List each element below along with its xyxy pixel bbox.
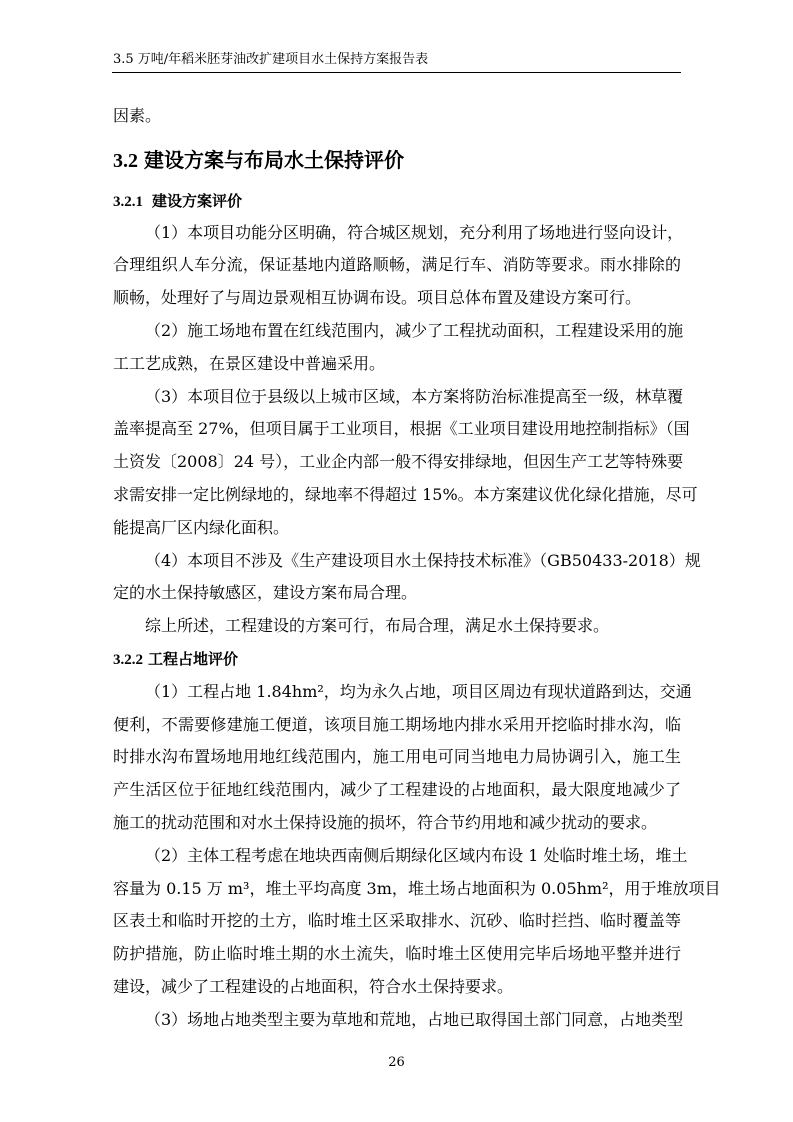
paragraph-line: 盖率提高至 27%，但项目属于工业项目，根据《工业项目建设用地控制指标》（国 [113, 419, 690, 439]
section-heading [113, 145, 404, 176]
subsection-number: 3.2.1 [113, 194, 143, 210]
paragraph [113, 545, 701, 611]
paragraph [113, 840, 721, 1004]
subsection-title: 工程占地评价 [148, 649, 239, 668]
paragraph-line: （1）工程占地 1.84hm²，均为永久占地，项目区周边有现状道路到达，交通 [145, 681, 692, 701]
section-title: 建设方案与布局水土保持评价 [144, 148, 404, 172]
section-number: 3.2 [113, 150, 138, 172]
paragraph-line: （4）本项目不涉及《生产建设项目水土保持技术标准》（GB50433-2018）规 [145, 550, 701, 570]
subsection-number: 3.2.2 [113, 651, 143, 668]
paragraph-line: 土资发〔2008〕24 号），工业企内部一般不得安排绿地，但因生产工艺等特殊要 [113, 452, 684, 472]
subsection-heading [113, 643, 681, 676]
carryover-text: 因素。 [113, 106, 162, 125]
paragraph-line: 能提高厂区内绿化面积。 [113, 517, 290, 537]
paragraph-line: 建设，减少了工程建设的占地面积，符合水土保持要求。 [113, 976, 514, 996]
header-rule [112, 72, 681, 73]
paragraph [113, 676, 692, 840]
subsection-title: 建设方案评价 [152, 192, 243, 210]
paragraph-line: （2）主体工程考虑在地块西南侧后期绿化区域内布设 1 处临时堆土场，堆土 [145, 845, 688, 865]
paragraph-line: （3）场地占地类型主要为草地和荒地，占地已取得国土部门同意，占地类型 [145, 1009, 684, 1029]
paragraph-line: 容量为 0.15 万 m³，堆土平均高度 3m，堆土场占地面积为 0.05hm²，用于堆放项目 [113, 878, 721, 898]
paragraph-line: 合理组织人车分流，保证基地内道路顺畅，满足行车、消防等要求。雨水排除的 [113, 255, 681, 275]
paragraph [113, 217, 684, 315]
paragraph [113, 315, 684, 381]
paragraph-line: 定的水土保持敏感区，建设方案布局合理。 [113, 583, 418, 603]
paragraph-line: 便利，不需要修建施工便道，该项目施工期场地内排水采用开挖临时排水沟，临 [113, 714, 681, 734]
paragraph-line: 区表土和临时开挖的土方，临时堆土区采取排水、沉砂、临时拦挡、临时覆盖等 [113, 911, 681, 931]
paragraph-line: 产生活区位于征地红线范围内，减少了工程建设的占地面积，最大限度地减少了 [113, 780, 681, 800]
page-number: 26 [388, 1055, 405, 1070]
paragraph [113, 610, 681, 643]
paragraph-line: 综上所述，工程建设的方案可行，布局合理，满足水土保持要求。 [145, 616, 610, 636]
paragraph-line: 顺畅，处理好了与周边景观相互协调布设。项目总体布置及建设方案可行。 [113, 288, 642, 308]
paragraph [113, 381, 698, 545]
paragraph-line: （1）本项目功能分区明确，符合城区规划，充分利用了场地进行竖向设计， [145, 222, 684, 242]
paragraph-line: 时排水沟布置场地用地红线范围内，施工用电可同当地电力局协调引入，施工生 [113, 747, 681, 767]
paragraph-line: 施工的扰动范围和对水土保持设施的损坏，符合节约用地和减少扰动的要求。 [113, 812, 658, 832]
paragraph-line: 求需安排一定比例绿地的，绿地率不得超过 15%。本方案建议优化绿化措施，尽可 [113, 484, 698, 504]
paragraph-line: （3）本项目位于县级以上城市区域，本方案将防治标准提高至一级，林草覆 [145, 386, 684, 406]
subsection-heading [113, 191, 242, 212]
document-body [113, 217, 721, 1037]
paragraph [113, 1004, 684, 1037]
running-header: 3.5 万吨/年稻米胚芽油改扩建项目水土保持方案报告表 [113, 52, 429, 67]
paragraph-line: 防护措施，防止临时堆土期的水土流失，临时堆土区使用完毕后场地平整并进行 [113, 944, 681, 964]
paragraph-line: 工工艺成熟，在景区建设中普遍采用。 [113, 353, 386, 373]
paragraph-line: （2）施工场地布置在红线范围内，减少了工程扰动面积，工程建设采用的施 [145, 320, 684, 340]
